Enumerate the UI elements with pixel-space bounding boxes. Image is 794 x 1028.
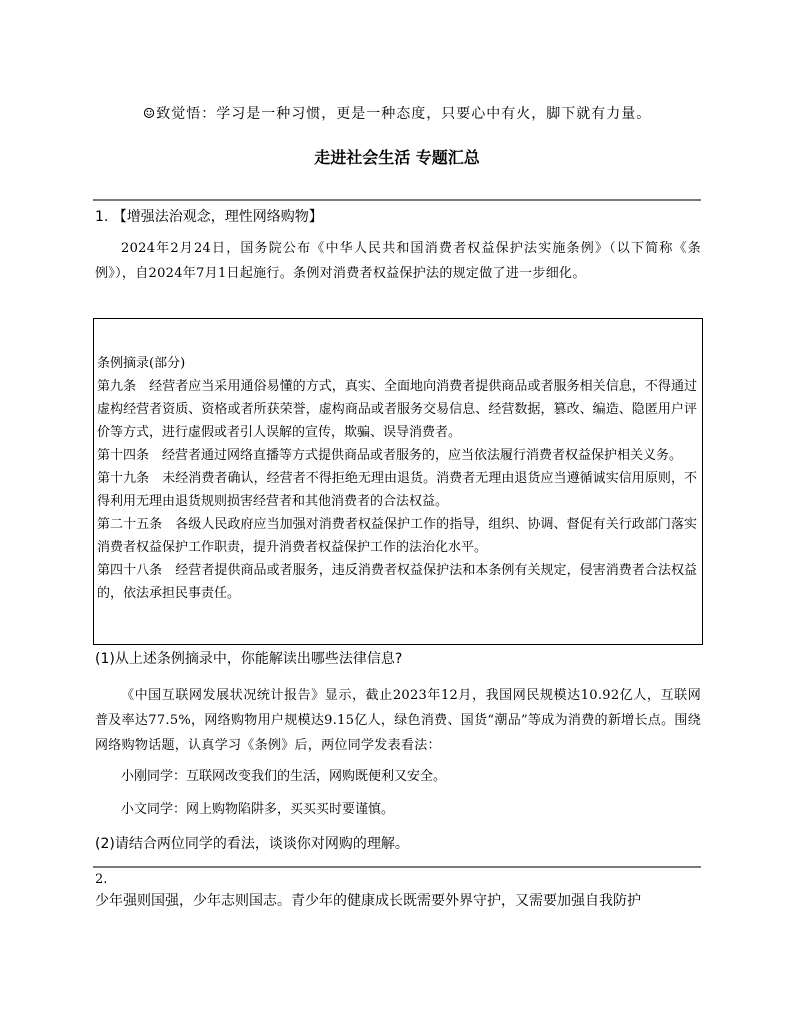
- question-2-text: 少年强则国强，少年志则国志。青少年的健康成长既需要外界守护，又需要加强自我防护: [95, 893, 641, 909]
- student-view-xiaogang: 小刚同学：互联网改变我们的生活，网购既便利又安全。: [121, 769, 447, 784]
- page-title: 走进社会生活 专题汇总: [314, 148, 480, 167]
- excerpt-heading: 条例摘录(部分): [97, 356, 186, 371]
- student-view-xiaowen: 小文同学：网上购物陷阱多，买买买时要谨慎。: [121, 802, 395, 817]
- question-1-heading: 1. 【增强法治观念，理性网络购物】: [95, 209, 323, 225]
- sub-question-1: (1)从上述条例摘录中，你能解读出哪些法律信息?: [95, 651, 403, 667]
- excerpt-article: 第十四条 经营者通过网络直播等方式提供商品或者服务的，应当依法履行消费者权益保护相关义务。: [97, 448, 683, 463]
- divider: [93, 199, 701, 201]
- excerpt-article: 第九条 经营者应当采用通俗易懂的方式，真实、全面地向消费者提供商品或者服务相关信息，不得通过虚构经营者资质、资格或者所获荣誉，虚构商品或者服务交易信息、经营数据，篡改、编造、隐匿用户评价等方式，进行虚假或者引人误解的宣传，欺骗、误导消费者。: [97, 379, 697, 440]
- regulation-excerpt-box: [93, 318, 703, 645]
- divider: [93, 866, 701, 868]
- excerpt-article: 第十九条 未经消费者确认，经营者不得拒绝无理由退货。消费者无理由退货应当遵循诚实信用原则，不得利用无理由退货规则损害经营者和其他消费者的合法权益。: [97, 471, 697, 509]
- motto: ☺致觉悟：学习是一种习惯，更是一种态度，只要心中有火，脚下就有力量。: [142, 106, 652, 122]
- excerpt-article: 第四十八条 经营者提供商品或者服务，违反消费者权益保护法和本条例有关规定，侵害消费者合法权益的，依法承担民事责任。: [97, 563, 697, 601]
- report-paragraph: 《中国互联网发展状况统计报告》显示，截止2023年12月，我国网民规模达10.92亿人，互联网普及率达77.5%，网络购物用户规模达9.15亿人，绿色消费、国货“潮品”等成为消费的新增长点。围绕网络购物话题，认真学习《条例》后，两位同学发表看法：: [95, 688, 701, 753]
- question-2-number: 2.: [95, 872, 108, 887]
- excerpt-article: 第二十五条 各级人民政府应当加强对消费者权益保护工作的指导，组织、协调、督促有关行政部门落实消费者权益保护工作职责，提升消费者权益保护工作的法治化水平。: [97, 517, 697, 555]
- question-1-intro: 2024年2月24日，国务院公布《中华人民共和国消费者权益保护法实施条例》（以下简称《条例》），自2024年7月1日起施行。条例对消费者权益保护法的规定做了进一步细化。: [95, 241, 701, 281]
- sub-question-2: (2)请结合两位同学的看法，谈谈你对网购的理解。: [95, 836, 409, 852]
